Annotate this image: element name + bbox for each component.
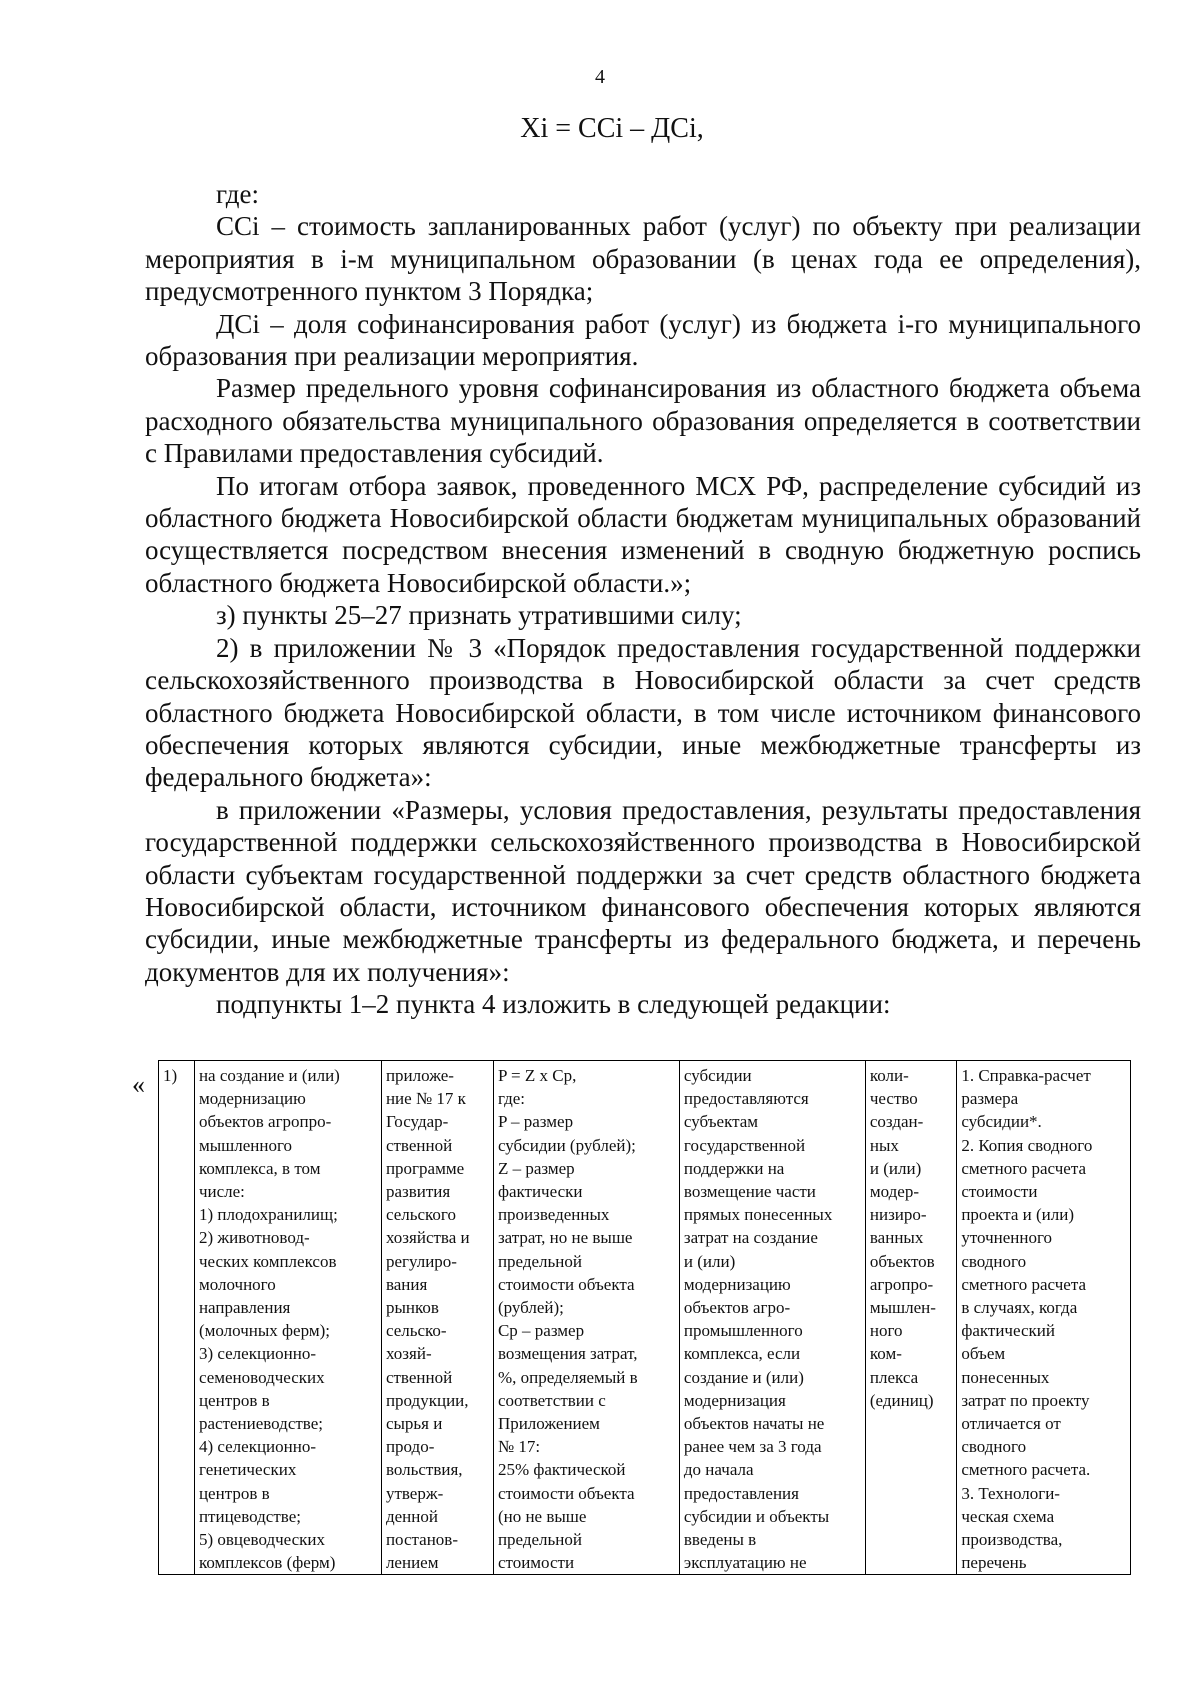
- cell-line: сводного: [961, 1251, 1027, 1271]
- cell-line: Приложением: [497, 1414, 600, 1434]
- cell-line: объектов агро-: [683, 1298, 791, 1318]
- cell-line: понесенных: [961, 1367, 1050, 1387]
- cell-line: проекта и (или): [961, 1205, 1074, 1225]
- cell-line: 1) плодохранилищ;: [198, 1205, 338, 1225]
- cell-line: денной: [385, 1506, 438, 1526]
- cell-line: где:: [497, 1089, 525, 1109]
- cell-line: мышлен-: [869, 1298, 936, 1318]
- cell-line: № 17:: [497, 1437, 541, 1457]
- cell-line: соответствии с: [497, 1390, 606, 1410]
- cell-line: комплексов (ферм): [198, 1553, 336, 1573]
- cell-line: возмещение части: [683, 1182, 816, 1202]
- cell-line: объем: [961, 1344, 1006, 1364]
- cell-line: продукции,: [385, 1390, 469, 1410]
- cell-line: (молочных ферм);: [198, 1321, 330, 1341]
- cell-line: молочного: [198, 1274, 276, 1294]
- cell-line: предельной: [497, 1251, 582, 1271]
- cell-line: поддержки на: [683, 1158, 785, 1178]
- page-number: 4: [595, 66, 605, 88]
- cell-line: 1): [163, 1066, 178, 1085]
- cell-line: сметного расчета: [961, 1274, 1087, 1294]
- cell-line: субсидии: [683, 1066, 752, 1085]
- cell-line: Государ-: [385, 1112, 449, 1132]
- cell-line: центров в: [198, 1390, 270, 1410]
- cell-line: Cp – размер: [497, 1321, 585, 1341]
- cell-line: (рублей);: [497, 1298, 564, 1318]
- cell-line: P = Z x Cp,: [497, 1066, 577, 1085]
- cell-line: и (или): [869, 1158, 922, 1178]
- cell-line: в случаях, когда: [961, 1298, 1078, 1318]
- cell-line: фактический: [961, 1321, 1055, 1341]
- cell-line: субсидии (рублей);: [497, 1135, 636, 1155]
- cell-line: развития: [385, 1182, 451, 1202]
- cell-line: коли-: [869, 1066, 909, 1085]
- cell-line: государственной: [683, 1135, 806, 1155]
- cell-line: объектов: [869, 1251, 935, 1271]
- cell-line: вания: [385, 1274, 428, 1294]
- cell-line: рынков: [385, 1298, 439, 1318]
- cell-line: сельско-: [385, 1321, 447, 1341]
- cell-line: создание и (или): [683, 1367, 804, 1387]
- cell-line: фактически: [497, 1182, 583, 1202]
- cell-line: ственной: [385, 1135, 453, 1155]
- cell-line: стоимости: [961, 1182, 1038, 1202]
- cell-formula: [493, 1061, 679, 1575]
- cell-line: прямых понесенных: [683, 1205, 833, 1225]
- cell-line: введены в: [683, 1530, 757, 1550]
- cell-line: до начала: [683, 1460, 754, 1480]
- paragraph-selection: По итогам отбора заявок, проведенного МСХ РФ, распределение субсидий из областного бюджета Новосибирской области бюджетам муниципальных образований осуществляется посредством внесения изменений в сводную бюджетную роспись областного бюджета Новосибирской области.»;: [145, 470, 1141, 598]
- quote-mark: «: [132, 1070, 145, 1099]
- paragraph-item-2: 2) в приложении № 3 «Порядок предоставления государственной поддержки сельскохозяйственного производства в Новосибирской области за счет средств областного бюджета Новосибирской области, в том числе источником финансового обеспечения которых являются субсидии, иные межбюджетные трансферты из федерального бюджета»:: [145, 632, 1141, 793]
- cell-line: 2) животновод-: [198, 1228, 310, 1248]
- cell-line: (единиц): [869, 1390, 934, 1410]
- table-row: [159, 1061, 1131, 1575]
- cell-line: 25% фактической: [497, 1460, 626, 1480]
- cell-line: направления: [198, 1298, 291, 1318]
- cell-line: хозяйства и: [385, 1228, 470, 1248]
- cell-line: субсидии*.: [961, 1112, 1042, 1132]
- cell-line: 2. Копия сводного: [961, 1135, 1093, 1155]
- cell-line: мышленного: [198, 1135, 292, 1155]
- cell-line: приложе-: [385, 1066, 454, 1085]
- cell-line: стоимости объекта: [497, 1483, 635, 1503]
- body-text: [145, 178, 1141, 1021]
- cell-line: промышленного: [683, 1321, 803, 1341]
- cell-conditions: [679, 1061, 865, 1575]
- cell-line: создан-: [869, 1112, 924, 1132]
- cell-line: стоимости: [497, 1553, 575, 1573]
- cell-line: на создание и (или): [198, 1066, 340, 1085]
- cell-line: субсидии и объекты: [683, 1506, 830, 1526]
- cell-line: программе: [385, 1158, 465, 1178]
- cell-line: ного: [869, 1321, 903, 1341]
- cell-line: эксплуатацию не: [683, 1553, 807, 1573]
- cell-line: модер-: [869, 1182, 919, 1202]
- cell-line: и (или): [683, 1251, 736, 1271]
- cell-line: предоставления: [683, 1483, 799, 1503]
- cell-line: 4) селекционно-: [198, 1437, 317, 1457]
- cell-line: ственной: [385, 1367, 453, 1387]
- cell-line: вольствия,: [385, 1460, 463, 1480]
- paragraph-appendix: в приложении «Размеры, условия предоставления, результаты предоставления государственной поддержки сельскохозяйственного производства в Новосибирской области субъектам государственной поддержки за счет средств областного бюджета Новосибирской области, источником финансового обеспечения которых являются субсидии, иные межбюджетные трансферты из федерального бюджета, и перечень документов для их получения»:: [145, 794, 1141, 987]
- cell-line: стоимости объекта: [497, 1274, 635, 1294]
- cell-line: семеноводческих: [198, 1367, 325, 1387]
- cell-line: Z – размер: [497, 1158, 575, 1178]
- cell-line: числе:: [198, 1182, 245, 1202]
- paragraph-cofinancing: Размер предельного уровня софинансирования из областного бюджета объема расходного обязательства муниципального образования определяется в соответствии с Правилами предоставления субсидий.: [145, 373, 1141, 469]
- cell-line: отличается от: [961, 1414, 1061, 1434]
- cell-line: комплекса, в том: [198, 1158, 321, 1178]
- cell-line: затрат по проекту: [961, 1390, 1090, 1410]
- cell-line: модернизацию: [683, 1274, 791, 1294]
- cell-line: сельского: [385, 1205, 456, 1225]
- cell-line: предельной: [497, 1530, 582, 1550]
- cell-line: затрат на создание: [683, 1228, 818, 1248]
- cell-line: сметного расчета.: [961, 1460, 1091, 1480]
- cell-line: произведенных: [497, 1205, 610, 1225]
- cell-line: ком-: [869, 1344, 902, 1364]
- cell-line: ванных: [869, 1228, 924, 1248]
- cell-line: %, определяемый в: [497, 1367, 638, 1387]
- cell-line: низиро-: [869, 1205, 927, 1225]
- cell-result: [865, 1061, 956, 1575]
- cell-line: сметного расчета: [961, 1158, 1087, 1178]
- cell-line: растениеводстве;: [198, 1414, 323, 1434]
- cell-line: объектов агропро-: [198, 1112, 332, 1132]
- cell-line: чество: [869, 1089, 918, 1109]
- cell-line: генетических: [198, 1460, 297, 1480]
- cell-line: постанов-: [385, 1530, 458, 1550]
- cell-line: ние № 17 к: [385, 1089, 466, 1109]
- subsidy-table: [158, 1060, 1131, 1575]
- cell-line: перечень: [961, 1553, 1027, 1573]
- cell-line: модернизация: [683, 1390, 786, 1410]
- cell-line: объектов начаты не: [683, 1414, 825, 1434]
- cell-line: 3. Технологи-: [961, 1483, 1060, 1503]
- paragraph-where: где:: [216, 179, 259, 209]
- formula: Xi = CCi – ДCi,: [520, 113, 704, 144]
- cell-direction: [194, 1061, 381, 1575]
- cell-line: предоставляются: [683, 1089, 809, 1109]
- cell-basis: [381, 1061, 493, 1575]
- cell-line: 3) селекционно-: [198, 1344, 317, 1364]
- cell-line: регулиро-: [385, 1251, 457, 1271]
- cell-line: 1. Справка-расчет: [961, 1066, 1091, 1085]
- cell-line: ческих комплексов: [198, 1251, 337, 1271]
- cell-line: уточненного: [961, 1228, 1053, 1248]
- paragraph-item-z: з) пункты 25–27 признать утратившими силу;: [216, 600, 742, 631]
- cell-line: субъектам: [683, 1112, 759, 1132]
- cell-line: сырья и: [385, 1414, 443, 1434]
- cell-line: лением: [385, 1553, 439, 1573]
- cell-line: размера: [961, 1089, 1019, 1109]
- cell-line: модернизацию: [198, 1089, 306, 1109]
- cell-line: утверж-: [385, 1483, 444, 1503]
- cell-line: агропро-: [869, 1274, 934, 1294]
- cell-line: ранее чем за 3 года: [683, 1437, 822, 1457]
- cell-line: возмещения затрат,: [497, 1344, 638, 1364]
- cell-number: [159, 1061, 195, 1575]
- cell-line: птицеводстве;: [198, 1506, 301, 1526]
- cell-line: производства,: [961, 1530, 1063, 1550]
- cell-documents: [957, 1061, 1131, 1575]
- cell-line: комплекса, если: [683, 1344, 801, 1364]
- cell-line: (но не выше: [497, 1506, 587, 1526]
- cell-line: плекса: [869, 1367, 919, 1387]
- paragraph-dci: ДCi – доля софинансирования работ (услуг) из бюджета i-го муниципального образования при реализации мероприятия.: [145, 308, 1141, 372]
- cell-line: центров в: [198, 1483, 270, 1503]
- paragraph-cci: CCi – стоимость запланированных работ (услуг) по объекту при реализации мероприятия в i-м муниципальном образовании (в ценах года ее определения), предусмотренного пунктом 3 Порядка;: [145, 211, 1141, 307]
- cell-line: ческая схема: [961, 1506, 1055, 1526]
- cell-line: хозяй-: [385, 1344, 432, 1364]
- cell-line: ных: [869, 1135, 899, 1155]
- cell-line: продо-: [385, 1437, 435, 1457]
- cell-line: затрат, но не выше: [497, 1228, 633, 1248]
- cell-line: P – размер: [497, 1112, 574, 1132]
- cell-line: сводного: [961, 1437, 1027, 1457]
- cell-line: 5) овцеводческих: [198, 1530, 326, 1550]
- paragraph-subitems: подпункты 1–2 пункта 4 изложить в следующей редакции:: [216, 989, 891, 1020]
